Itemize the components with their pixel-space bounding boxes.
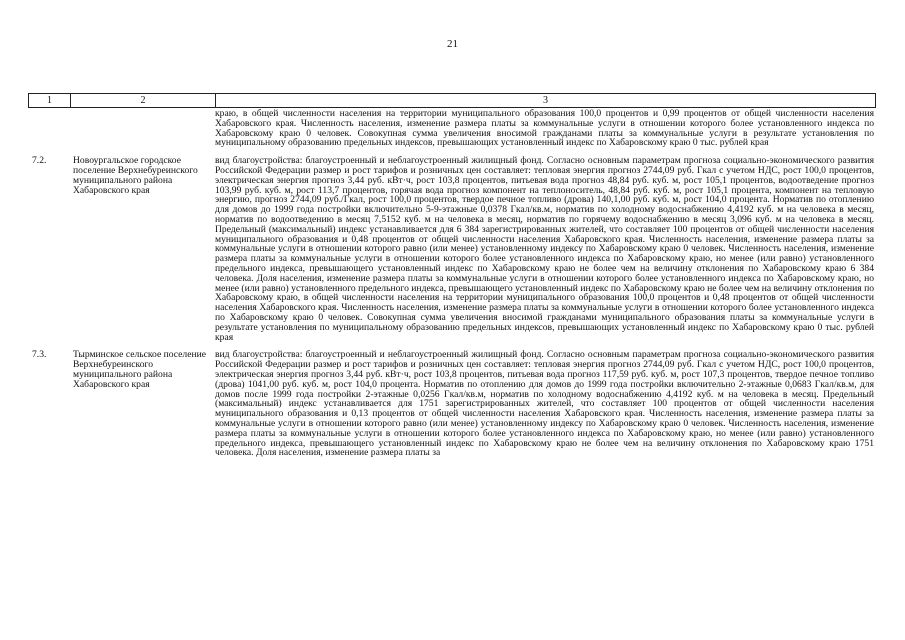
table-row [28, 350, 876, 458]
header-col-2: 2 [71, 94, 216, 107]
row-number [28, 109, 70, 148]
table-body [28, 109, 876, 458]
table-row [28, 109, 876, 148]
header-col-3: 3 [543, 95, 548, 106]
page-number: 21 [447, 38, 458, 50]
table-header [28, 93, 876, 108]
row-number: 7.3. [32, 349, 47, 361]
row-description: вид благоустройства: благоустроенный и неблагоустроенный жилищный фонд. Согласно основным параметрам прогноза социально-экономического развития Российской Федерации размер и рост тарифов и розничных цен составляет: тепловая энергия прогноз 2744,09 руб. Гкал с учетом НДС, рост 100,0 процентов, электрическая энергия прогноз 3,44 руб. кВт·ч, рост 103,8 процентов, питьевая вода прогноз 48,84 руб. куб. м, рост 105,1 процентов, водоотведение прогноз 103,99 руб. куб. м, рост 113,7 процентов, горячая вода прогноз компонент на теплоноситель, 48,84 руб. куб. м, рост 105,1 процента, компонент на тепловую энергию, прогноз 2744,09 руб./Гкал, рост 100,0 процентов, твердое печное топливо (дрова) 140,1,00 руб. куб. м, рост 104,0 процента. Норматив по отоплению для домов до 1999 года постройки включительно 5-9-этажные 0,0378 Гкал/кв.м, норматив по холодному водоснабжению 4,4192 куб. м на человека в месяц, норматив по водоотведению в месяц 7,5152 куб. м на человека в месяц, норматив по горячему водоснабжению в месяц 3,096 куб. м на человека в месяц. Предельный (максимальный) индекс устанавливается для 6 384 зарегистрированных жителей, что составляет 100 процентов от общей численности населения муниципального образования и 0,48 процентов от общей численности населения Хабаровского края. Численность населения, изменение размера платы за коммунальные услуги в отношении которого равно (или менее) установленному индексу по Хабаровскому краю 0 человек. Численность населения, изменение размера платы за коммунальные услуги в отношении которого более установленного индекса по Хабаровскому краю, но менее (или равно) установленного предельного индекса, превышающего установленный индекс по Хабаровскому краю не более чем на величину отклонения по Хабаровскому краю 6 384 человека. Доля населения, изменение размера платы за коммунальные услуги в отношении которого более установленного индекса по Хабаровскому краю, но менее (или равно) установленного предельного индекса, превышающего установленный индекс по Хабаровскому краю не более чем на величину отклонения по Хабаровскому краю, в общей численности населения на территории муниципального образования 100,0 процентов и 0,48 процентов от общей численности населения Хабаровского края. Численность населения, изменение размера платы за коммунальные услуги в отношении которого более установленного индекса по Хабаровскому краю 0 человек. Совокупная сумма увеличения вносимой гражданами муниципального образования платы за коммунальные услуги в результате установления по муниципальному образованию предельных индексов, превышающих установленный индекс по Хабаровскому краю 0 тыс. рублей края [215, 155, 874, 343]
municipality-name [70, 109, 215, 148]
row-number: 7.2. [32, 155, 47, 167]
municipality-name: Новоургальское городское поселение Верхнебуреинского муниципального района Хабаровского края [73, 155, 198, 196]
header-col-1: 1 [29, 94, 71, 107]
row-description: вид благоустройства: благоустроенный и неблагоустроенный жилищный фонд. Согласно основным параметрам прогноза социально-экономического развития Российской Федерации размер и рост тарифов и розничных цен составляет: тепловая энергия прогноз 2744,09 руб. Гкал с учетом НДС, рост 100,0 процентов, электрическая энергия прогноз 3,44 руб. кВт·ч, рост 103,8 процентов, питьевая вода прогноз 117,59 руб. куб. м, рост 107,3 процентов, твердое печное топливо (дрова) 1041,00 руб. куб. м, рост 104,0 процента. Норматив по отоплению для домов до 1999 года постройки включительно 2-этажные 0,0683 Гкал/кв.м, для домов после 1999 года постройки 2-этажные 0,0256 Гкал/кв.м, норматив по холодному водоснабжению 4,4192 куб. м на человека в месяц. Предельный (максимальный) индекс устанавливается для 1751 зарегистрированных жителей, что составляет 100 процентов от общей численности населения муниципального образования и 0,13 процентов от общей численности населения Хабаровского края. Численность населения, изменение размера платы за коммунальные услуги в отношении которого равно (или менее) установленному индексу по Хабаровскому краю 0 человек. Численность населения, изменение размера платы за коммунальные услуги в отношении которого более установленного индекса по Хабаровскому краю, но менее (или равно) установленного предельного индекса, превышающего установленный индекс по Хабаровскому краю не более чем на величину отклонения по Хабаровскому краю 1751 человека. Доля населения, изменение размера платы за [215, 349, 874, 459]
municipality-name: Тырминское сельское поселение Верхнебуреинского муниципального района Хабаровского края [73, 349, 206, 390]
row-description: краю, в общей численности населения на территории муниципального образования 100,0 процентов и 0,99 процентов от общей численности населения Хабаровского края. Численность населения, изменение размера платы за коммунальные услуги в отношении которого более установленного индекса по Хабаровскому краю 0 человек. Совокупная сумма увеличения вносимой гражданами платы за коммунальные услуги в результате установления по муниципальному образованию предельных индексов, превышающих установленный индекс по Хабаровскому краю 0 тыс. рублей края [215, 108, 874, 149]
table-row [28, 156, 876, 342]
